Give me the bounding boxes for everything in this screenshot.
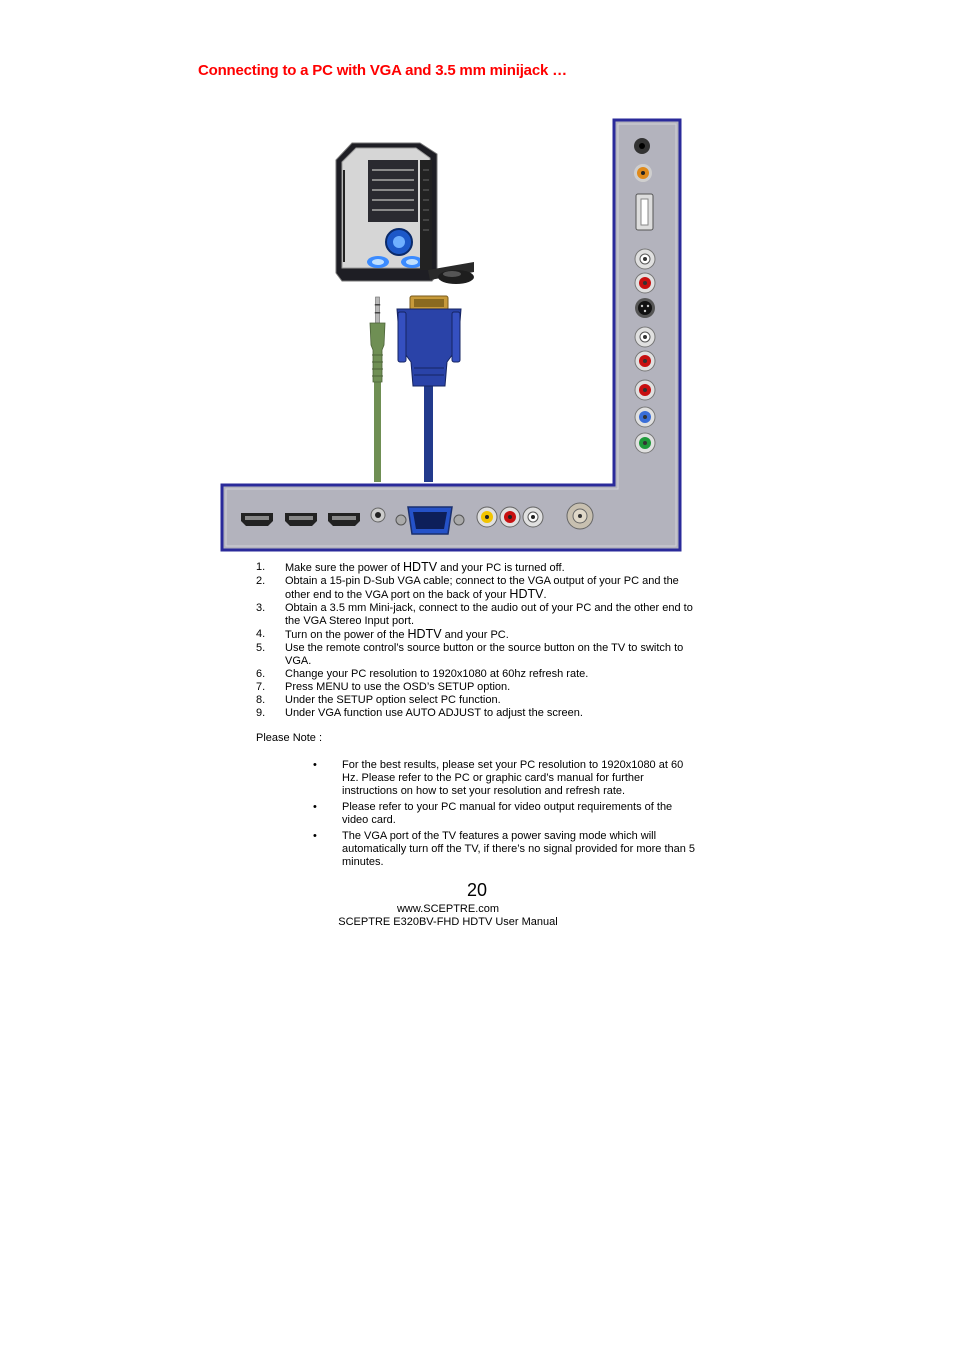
s-video-jack-icon: [635, 298, 655, 318]
step-number: 3.: [256, 602, 266, 614]
av-white-jack-icon: [523, 507, 543, 527]
instruction-step: 9. Under VGA function use AUTO ADJUST to adjust the screen.: [256, 707, 583, 719]
instruction-step: 3. Obtain a 3.5 mm Mini-jack, connect to the audio out of your PC and the other end to the VGA Stereo Input port.: [256, 602, 693, 627]
coax-audio-jack-icon: [634, 164, 652, 182]
vga-audio-jack-icon: [371, 508, 385, 522]
footer-url: www.SCEPTRE.com: [396, 903, 500, 915]
instruction-step: 1. Make sure the power of HDTV and your PC is turned off.: [256, 560, 565, 574]
note-item: • For the best results, please set your PC resolution to 1920x1080 at 60 Hz. Please refer to the PC or graphic card’s manual for further instructions on how to set your resolution and refresh rate.: [313, 759, 684, 797]
page-title: Connecting to a PC with VGA and 3.5 mm minijack …: [198, 62, 567, 79]
usb-port-icon: [636, 194, 653, 230]
bullet-icon: •: [313, 759, 317, 771]
component-red-jack-icon: [635, 380, 655, 400]
component-green-jack-icon: [635, 433, 655, 453]
step-number: 7.: [256, 681, 266, 693]
vga-cable: [424, 384, 433, 482]
minijack-plug-icon: [370, 297, 385, 382]
note-item: • The VGA port of the TV features a power saving mode which will automatically turn off the TV, if there’s no signal provided for more than 5 minutes.: [313, 830, 696, 868]
step-number: 4.: [256, 628, 266, 640]
instruction-step: 7. Press MENU to use the OSD’s SETUP option.: [256, 681, 511, 693]
step-number: 2.: [256, 575, 266, 587]
step-number: 9.: [256, 707, 266, 719]
connection-diagram: [0, 0, 954, 560]
step-number: 1.: [256, 561, 266, 573]
hdmi-port-3-icon: [328, 513, 360, 526]
bullet-icon: •: [313, 801, 317, 813]
vga-connector-icon: [397, 296, 461, 386]
note-label: Please Note :: [256, 732, 323, 744]
rca-red-jack-2-icon: [635, 351, 655, 371]
note-list: [313, 759, 699, 872]
instruction-step: 2. Obtain a 15-pin D-Sub VGA cable; connect to the VGA output of your PC and the other end to the VGA port on the back of your HDTV.: [256, 575, 679, 601]
instruction-list: [256, 561, 706, 720]
footer-manual-title: SCEPTRE E320BV-FHD HDTV User Manual: [338, 916, 558, 928]
instruction-step: 5. Use the remote control’s source button or the source button on the TV to switch to VGA.: [256, 642, 684, 667]
headphone-jack-icon: [634, 138, 650, 154]
step-number: 6.: [256, 668, 266, 680]
rca-white-jack-2-icon: [635, 327, 655, 347]
av-red-jack-icon: [500, 507, 520, 527]
hdmi-port-1-icon: [241, 513, 273, 526]
audio-cable: [374, 382, 381, 482]
page-number: 20: [466, 880, 488, 900]
rca-white-jack-icon: [635, 249, 655, 269]
instruction-step: 6. Change your PC resolution to 1920x1080 at 60hz refresh rate.: [256, 668, 589, 680]
component-blue-jack-icon: [635, 407, 655, 427]
rca-red-jack-icon: [635, 273, 655, 293]
instruction-step: 8. Under the SETUP option select PC function.: [256, 694, 501, 706]
hdmi-port-2-icon: [285, 513, 317, 526]
av-yellow-jack-icon: [477, 507, 497, 527]
step-number: 5.: [256, 642, 266, 654]
antenna-input-icon: [567, 503, 593, 529]
step-number: 8.: [256, 694, 266, 706]
note-item: • Please refer to your PC manual for video output requirements of the video card.: [313, 801, 673, 826]
mouse-icon: [438, 270, 474, 284]
bullet-icon: •: [313, 830, 317, 842]
pc-tower-icon: [336, 143, 437, 281]
instruction-step: 4. Turn on the power of the HDTV and your PC.: [256, 627, 509, 641]
